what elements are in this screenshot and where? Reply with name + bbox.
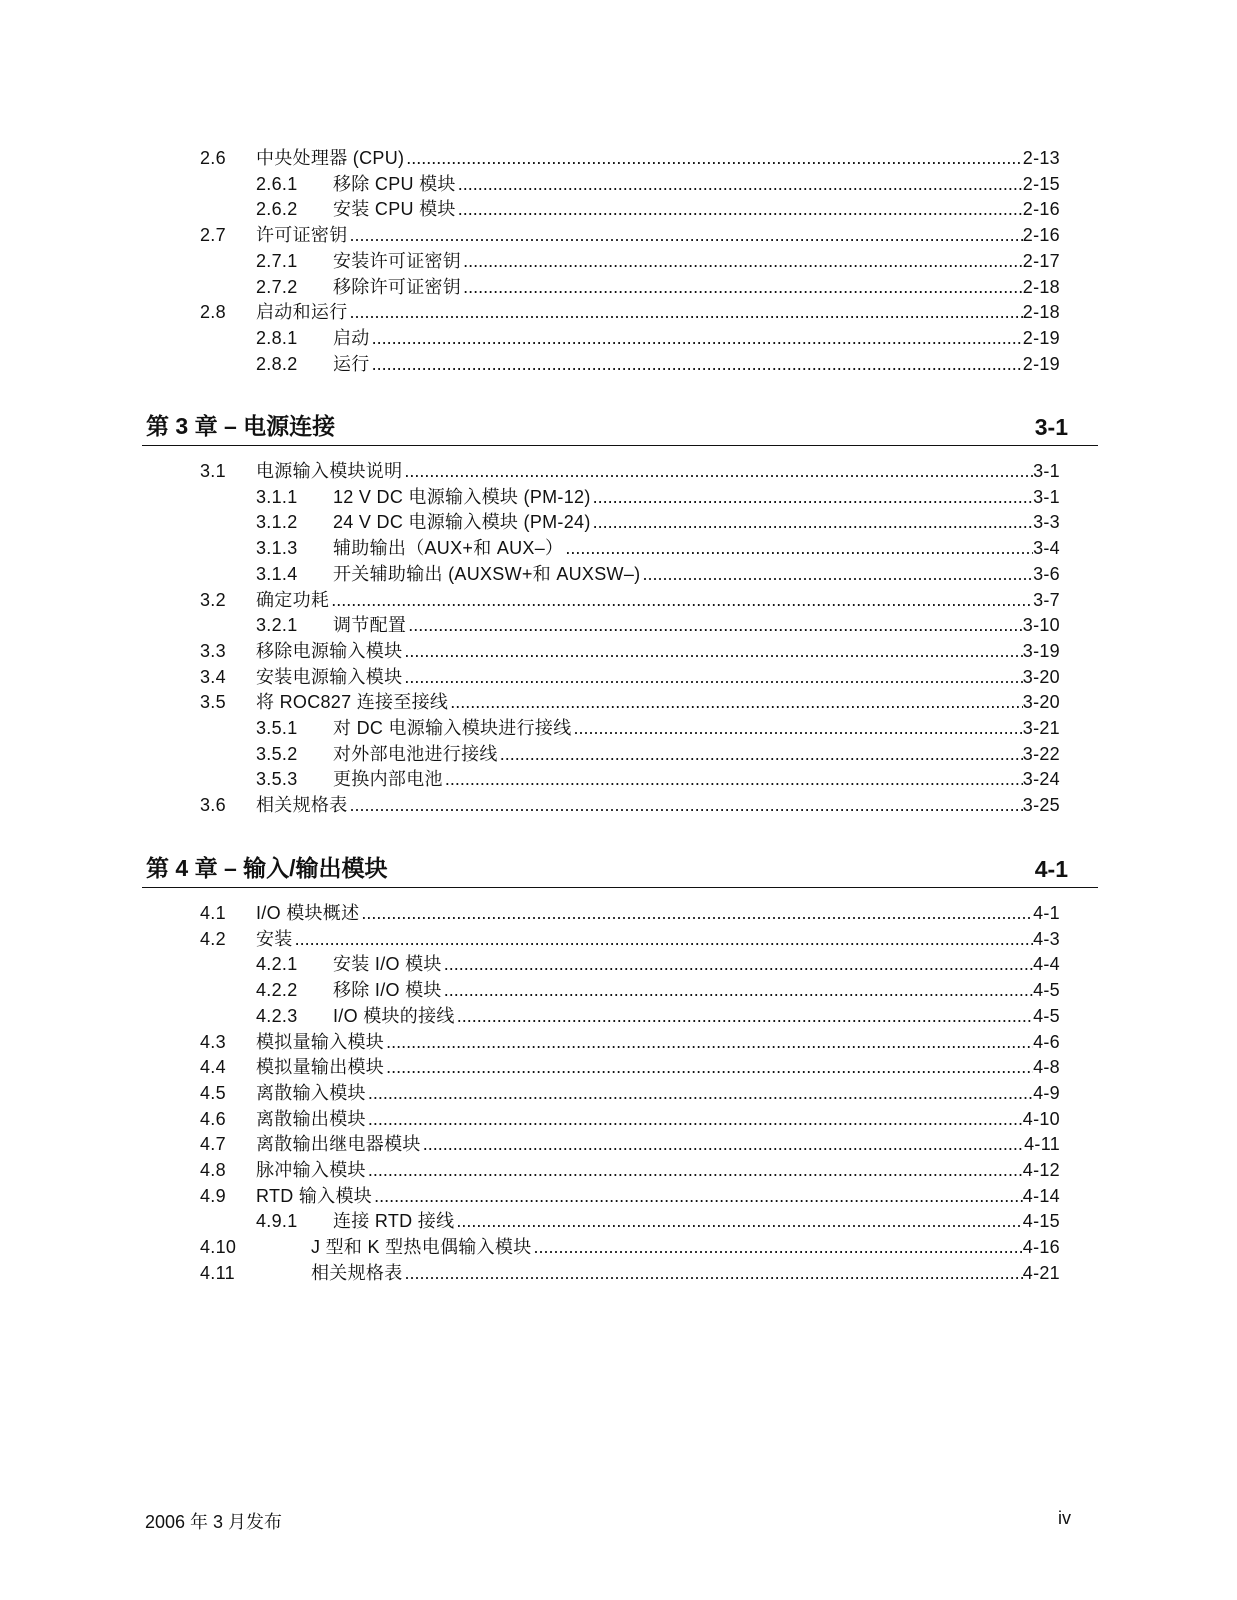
toc-entry-leader bbox=[333, 325, 1060, 351]
toc-entry[interactable] bbox=[0, 1054, 1237, 1080]
toc-entry[interactable] bbox=[0, 535, 1237, 561]
dot-leader bbox=[421, 1131, 1024, 1157]
toc-entry-number: 4.5 bbox=[200, 1082, 226, 1103]
dot-leader bbox=[384, 1029, 1033, 1055]
toc-entry-leader bbox=[256, 664, 1060, 690]
toc-entry-leader bbox=[333, 766, 1060, 792]
chapter-heading[interactable] bbox=[142, 405, 1098, 446]
dot-leader bbox=[591, 484, 1033, 510]
dot-leader bbox=[461, 248, 1023, 274]
toc-entry-title: 脉冲输入模块 bbox=[256, 1160, 366, 1180]
toc-entry-title: 安装 bbox=[256, 928, 293, 949]
toc-entry-leader bbox=[256, 1183, 1060, 1209]
dot-leader bbox=[366, 1157, 1023, 1183]
toc-entry-leader bbox=[256, 792, 1060, 818]
chapter-page: 3-1 bbox=[1034, 414, 1068, 440]
toc-entry-leader bbox=[311, 1234, 1060, 1260]
toc-entry-title: 对 DC 电源输入模块进行接线 bbox=[333, 718, 572, 738]
toc-entry-number: 3.5.3 bbox=[256, 769, 298, 790]
toc-entry[interactable] bbox=[0, 1208, 1237, 1234]
toc-entry-number: 2.7.1 bbox=[256, 250, 298, 271]
toc-entry-title: 开关辅助输出 (AUXSW+和 AUXSW–) bbox=[333, 563, 641, 584]
dot-leader bbox=[448, 689, 1023, 715]
toc-entry-number: 4.6 bbox=[200, 1108, 226, 1129]
toc-entry-title: 许可证密钥 bbox=[256, 225, 348, 246]
toc-entry-number: 3.2 bbox=[200, 589, 226, 610]
toc-entry-title: 离散输入模块 bbox=[256, 1082, 366, 1103]
toc-entry[interactable] bbox=[0, 766, 1237, 792]
dot-leader bbox=[498, 741, 1023, 767]
toc-entry-title: 移除电源输入模块 bbox=[256, 640, 403, 661]
toc-entry[interactable] bbox=[0, 638, 1237, 664]
toc-entry-leader bbox=[333, 561, 1060, 587]
toc-entry-title: 启动 bbox=[333, 327, 370, 348]
dot-leader bbox=[454, 1208, 1022, 1234]
toc-entry[interactable] bbox=[0, 325, 1237, 351]
toc-entry-leader bbox=[256, 1054, 1060, 1080]
toc-entry-number: 2.6 bbox=[200, 148, 226, 168]
footer-date: 2006 年 3 月发布 bbox=[145, 1512, 283, 1532]
dot-leader bbox=[406, 612, 1023, 638]
toc-entry-leader bbox=[256, 689, 1060, 715]
dot-leader bbox=[403, 1260, 1023, 1286]
dot-leader bbox=[563, 535, 1033, 561]
toc-entry[interactable] bbox=[0, 1003, 1237, 1029]
footer-page-number: iv bbox=[1058, 1508, 1071, 1528]
toc-entry[interactable] bbox=[0, 926, 1237, 952]
toc-entry-title: 调节配置 bbox=[333, 615, 407, 636]
toc-entry-number: 3.4 bbox=[200, 666, 226, 687]
dot-leader bbox=[402, 664, 1022, 690]
toc-entry-title: 连接 RTD 接线 bbox=[333, 1211, 455, 1232]
toc-entry-page: 3-25 bbox=[1022, 795, 1060, 816]
toc-entry-title: 更换内部电池 bbox=[333, 769, 443, 790]
toc-entry[interactable] bbox=[0, 145, 1237, 171]
toc-entry-number: 2.6.2 bbox=[256, 199, 298, 220]
toc-entry-number: 4.1 bbox=[200, 903, 226, 923]
toc-entry-title: I/O 模块的接线 bbox=[333, 1005, 455, 1026]
toc-entry-number: 3.2.1 bbox=[256, 615, 298, 636]
toc-entry[interactable] bbox=[0, 484, 1237, 510]
toc-entry-number: 4.8 bbox=[200, 1160, 226, 1180]
toc-entry-title: 离散输出继电器模块 bbox=[256, 1134, 421, 1155]
chapter-page: 4-1 bbox=[1034, 856, 1068, 882]
toc-entry[interactable] bbox=[0, 1029, 1237, 1055]
toc-entry[interactable] bbox=[0, 664, 1237, 690]
toc-entry-leader bbox=[256, 145, 1060, 171]
toc-entry[interactable] bbox=[0, 1131, 1237, 1157]
toc-entry-title: 移除许可证密钥 bbox=[333, 276, 462, 297]
toc-entry[interactable] bbox=[0, 351, 1237, 377]
toc-entry-page: 4-12 bbox=[1022, 1160, 1060, 1180]
dot-leader bbox=[461, 274, 1023, 300]
toc-entry-title: J 型和 K 型热电偶输入模块 bbox=[311, 1237, 532, 1258]
toc-entry-page: 2-18 bbox=[1022, 276, 1060, 297]
toc-entry-number: 4.9.1 bbox=[256, 1211, 298, 1232]
toc-entry-leader bbox=[333, 951, 1060, 977]
dot-leader bbox=[591, 509, 1033, 535]
dot-leader bbox=[640, 561, 1033, 587]
toc-entry-number: 4.2.1 bbox=[256, 954, 298, 975]
toc-entry-page: 3-20 bbox=[1022, 692, 1060, 713]
toc-entry-page: 4-1 bbox=[1033, 903, 1060, 923]
toc-entry-leader bbox=[256, 1106, 1060, 1132]
toc-entry-leader bbox=[333, 977, 1060, 1003]
toc-entry-title: 确定功耗 bbox=[256, 589, 330, 610]
dot-leader bbox=[370, 351, 1023, 377]
toc-entry-page: 4-3 bbox=[1033, 928, 1060, 949]
toc-entry[interactable] bbox=[0, 299, 1237, 325]
toc-entry-leader bbox=[333, 248, 1060, 274]
toc-entry-page: 2-18 bbox=[1022, 302, 1060, 323]
toc-entry-leader bbox=[333, 741, 1060, 767]
toc-entry-title: 模拟量输入模块 bbox=[256, 1031, 385, 1052]
dot-leader bbox=[370, 325, 1023, 351]
toc-entry-title: 电源输入模块说明 bbox=[256, 461, 403, 481]
toc-entry-title: I/O 模块概述 bbox=[256, 903, 360, 923]
toc-entry-page: 3-7 bbox=[1033, 589, 1060, 610]
dot-leader bbox=[359, 900, 1033, 926]
toc-entry[interactable] bbox=[0, 248, 1237, 274]
toc-entry-number: 3.1.3 bbox=[256, 538, 298, 559]
toc-entry-number: 2.6.1 bbox=[256, 173, 298, 194]
toc-entry-number: 3.5.1 bbox=[256, 718, 298, 738]
toc-entry[interactable] bbox=[0, 509, 1237, 535]
toc-entry-leader bbox=[333, 1208, 1060, 1234]
toc-entry-page: 4-6 bbox=[1033, 1031, 1060, 1052]
toc-entry-page: 2-17 bbox=[1022, 250, 1060, 271]
toc-entry-page: 4-4 bbox=[1033, 954, 1060, 975]
dot-leader bbox=[455, 1003, 1033, 1029]
dot-leader bbox=[443, 766, 1023, 792]
toc-entry-leader bbox=[333, 509, 1060, 535]
toc-entry[interactable] bbox=[0, 274, 1237, 300]
toc-entry-page: 3-24 bbox=[1022, 769, 1060, 790]
dot-leader bbox=[442, 977, 1033, 1003]
toc-entry-title: 模拟量输出模块 bbox=[256, 1057, 385, 1078]
toc-entry-leader bbox=[256, 1080, 1060, 1106]
toc-entry-leader bbox=[311, 1260, 1060, 1286]
toc-entry-title: 移除 I/O 模块 bbox=[333, 980, 442, 1001]
toc-entry[interactable] bbox=[0, 900, 1237, 926]
toc-entry-number: 4.9 bbox=[200, 1185, 226, 1206]
toc-entry-number: 3.3 bbox=[200, 640, 226, 661]
toc-entry-page: 3-20 bbox=[1022, 666, 1060, 687]
dot-leader bbox=[442, 951, 1033, 977]
toc-entry-leader bbox=[256, 458, 1060, 484]
toc-entry[interactable] bbox=[0, 1157, 1237, 1183]
toc-entry-page: 2-15 bbox=[1022, 173, 1060, 194]
toc-entry-page: 2-19 bbox=[1022, 327, 1060, 348]
toc-entry-leader bbox=[256, 1157, 1060, 1183]
dot-leader bbox=[372, 1183, 1023, 1209]
toc-entry-page: 3-3 bbox=[1033, 512, 1060, 533]
dot-leader bbox=[402, 458, 1033, 484]
toc-entry-leader bbox=[256, 299, 1060, 325]
toc-entry-number: 3.5.2 bbox=[256, 743, 298, 764]
toc-entry-leader bbox=[333, 484, 1060, 510]
toc-entry-page: 4-8 bbox=[1033, 1057, 1060, 1078]
toc-entry[interactable] bbox=[0, 1106, 1237, 1132]
toc-entry-title: 辅助输出（AUX+和 AUX–） bbox=[333, 538, 564, 559]
chapter-heading[interactable] bbox=[142, 847, 1098, 888]
dot-leader bbox=[293, 926, 1033, 952]
toc-entry[interactable] bbox=[0, 587, 1237, 613]
toc-entry-title: 安装许可证密钥 bbox=[333, 250, 462, 271]
dot-leader bbox=[402, 638, 1022, 664]
toc-entry[interactable] bbox=[0, 1260, 1237, 1286]
toc-entry-leader bbox=[333, 535, 1060, 561]
toc-entry-page: 2-16 bbox=[1022, 225, 1060, 246]
toc-entry-number: 4.7 bbox=[200, 1134, 226, 1155]
toc-entry-page: 4-5 bbox=[1033, 980, 1060, 1001]
dot-leader bbox=[532, 1234, 1023, 1260]
dot-leader bbox=[456, 196, 1023, 222]
dot-leader bbox=[572, 715, 1023, 741]
toc-entry-number: 4.4 bbox=[200, 1057, 226, 1078]
dot-leader bbox=[348, 792, 1023, 818]
toc-entry-title: 离散输出模块 bbox=[256, 1108, 366, 1129]
toc-entry-number: 2.8 bbox=[200, 302, 226, 323]
toc-entry-page: 3-6 bbox=[1033, 563, 1060, 584]
toc-entry-leader bbox=[256, 638, 1060, 664]
toc-entry-title: 安装 I/O 模块 bbox=[333, 954, 442, 975]
toc-entry-title: 24 V DC 电源输入模块 (PM-24) bbox=[333, 512, 591, 533]
dot-leader bbox=[348, 299, 1023, 325]
toc-entry-page: 3-22 bbox=[1022, 743, 1060, 764]
toc-entry[interactable] bbox=[0, 561, 1237, 587]
toc-entry-number: 3.1 bbox=[200, 461, 226, 481]
toc-entry-page: 4-15 bbox=[1022, 1211, 1060, 1232]
dot-leader bbox=[384, 1054, 1033, 1080]
toc-entry-number: 3.6 bbox=[200, 795, 226, 816]
toc-entry-leader bbox=[256, 587, 1060, 613]
toc-entry-leader bbox=[256, 900, 1060, 926]
toc-entry-title: 相关规格表 bbox=[256, 795, 348, 816]
toc-entry[interactable] bbox=[0, 1080, 1237, 1106]
toc-entry-page: 2-19 bbox=[1022, 353, 1060, 374]
dot-leader bbox=[456, 171, 1023, 197]
toc-entry[interactable] bbox=[0, 1234, 1237, 1260]
toc-entry-page: 4-21 bbox=[1022, 1262, 1060, 1283]
dot-leader bbox=[404, 145, 1022, 171]
toc-entry-page: 4-10 bbox=[1022, 1108, 1060, 1129]
toc-entry-number: 3.1.1 bbox=[256, 486, 298, 507]
toc-entry-leader bbox=[333, 274, 1060, 300]
toc-entry[interactable] bbox=[0, 458, 1237, 484]
dot-leader bbox=[348, 222, 1023, 248]
dot-leader bbox=[366, 1106, 1023, 1132]
toc-entry-page: 3-21 bbox=[1022, 718, 1060, 738]
dot-leader bbox=[366, 1080, 1033, 1106]
toc-entry[interactable] bbox=[0, 1183, 1237, 1209]
chapter-title: 第 3 章 – 电源连接 bbox=[146, 413, 336, 439]
toc-entry-title: RTD 输入模块 bbox=[256, 1185, 373, 1206]
toc-entry[interactable] bbox=[0, 951, 1237, 977]
toc-entry-title: 启动和运行 bbox=[256, 302, 348, 323]
toc-entry-page: 4-11 bbox=[1024, 1134, 1060, 1155]
toc-entry-number: 2.8.1 bbox=[256, 327, 298, 348]
toc-entry-title: 移除 CPU 模块 bbox=[333, 173, 456, 194]
toc-entry-title: 运行 bbox=[333, 353, 370, 374]
toc-entry-page: 4-9 bbox=[1033, 1082, 1060, 1103]
toc-entry-number: 3.5 bbox=[200, 692, 226, 713]
toc-entry[interactable] bbox=[0, 222, 1237, 248]
toc-entry[interactable] bbox=[0, 171, 1237, 197]
toc-entry[interactable] bbox=[0, 741, 1237, 767]
toc-entry-page: 2-13 bbox=[1022, 148, 1060, 168]
toc-entry-number: 3.1.2 bbox=[256, 512, 298, 533]
toc-entry-number: 4.3 bbox=[200, 1031, 226, 1052]
toc-entry-page: 2-16 bbox=[1022, 199, 1060, 220]
toc-entry-title: 安装 CPU 模块 bbox=[333, 199, 456, 220]
toc-entry-title: 相关规格表 bbox=[311, 1262, 403, 1283]
chapter-title: 第 4 章 – 输入/输出模块 bbox=[146, 855, 388, 881]
toc-entry-page: 3-19 bbox=[1022, 640, 1060, 661]
toc-entry-page: 3-4 bbox=[1033, 538, 1060, 559]
toc-entry-page: 3-1 bbox=[1033, 486, 1060, 507]
toc-entry-number: 4.2.2 bbox=[256, 980, 298, 1001]
toc-entry-leader bbox=[333, 715, 1060, 741]
toc-entry[interactable] bbox=[0, 715, 1237, 741]
toc-entry[interactable] bbox=[0, 196, 1237, 222]
toc-entry-page: 3-10 bbox=[1022, 615, 1060, 636]
toc-entry-number: 4.2.3 bbox=[256, 1005, 298, 1026]
toc-entry-title: 将 ROC827 连接至接线 bbox=[256, 692, 449, 713]
toc-entry[interactable] bbox=[0, 689, 1237, 715]
toc-entry-leader bbox=[333, 612, 1060, 638]
toc-entry-leader bbox=[333, 351, 1060, 377]
toc-entry-number: 2.8.2 bbox=[256, 353, 298, 374]
toc-entry-title: 中央处理器 (CPU) bbox=[256, 148, 405, 168]
toc-entry[interactable] bbox=[0, 612, 1237, 638]
toc-entry-title: 12 V DC 电源输入模块 (PM-12) bbox=[333, 486, 591, 507]
toc-entry-leader bbox=[256, 1029, 1060, 1055]
toc-entry[interactable] bbox=[0, 977, 1237, 1003]
toc-entry-number: 2.7 bbox=[200, 225, 226, 246]
toc-entry[interactable] bbox=[0, 792, 1237, 818]
toc-entry-leader bbox=[256, 926, 1060, 952]
toc-entry-page: 4-5 bbox=[1033, 1005, 1060, 1026]
toc-entry-number: 2.7.2 bbox=[256, 276, 298, 297]
toc-entry-number: 4.2 bbox=[200, 928, 226, 949]
toc-entry-title: 安装电源输入模块 bbox=[256, 666, 403, 687]
toc-entry-number: 4.10 bbox=[200, 1237, 237, 1258]
toc-entry-number: 3.1.4 bbox=[256, 563, 298, 584]
dot-leader bbox=[329, 587, 1033, 613]
toc-entry-title: 对外部电池进行接线 bbox=[333, 743, 498, 764]
toc-entry-leader bbox=[333, 1003, 1060, 1029]
toc-entry-number: 4.11 bbox=[200, 1262, 235, 1283]
toc-entry-leader bbox=[333, 196, 1060, 222]
toc-entry-page: 4-14 bbox=[1022, 1185, 1060, 1206]
toc-entry-page: 4-16 bbox=[1022, 1237, 1060, 1258]
toc-entry-leader bbox=[256, 222, 1060, 248]
toc-entry-leader bbox=[333, 171, 1060, 197]
toc-entry-page: 3-1 bbox=[1033, 461, 1060, 481]
toc-entry-leader bbox=[256, 1131, 1060, 1157]
